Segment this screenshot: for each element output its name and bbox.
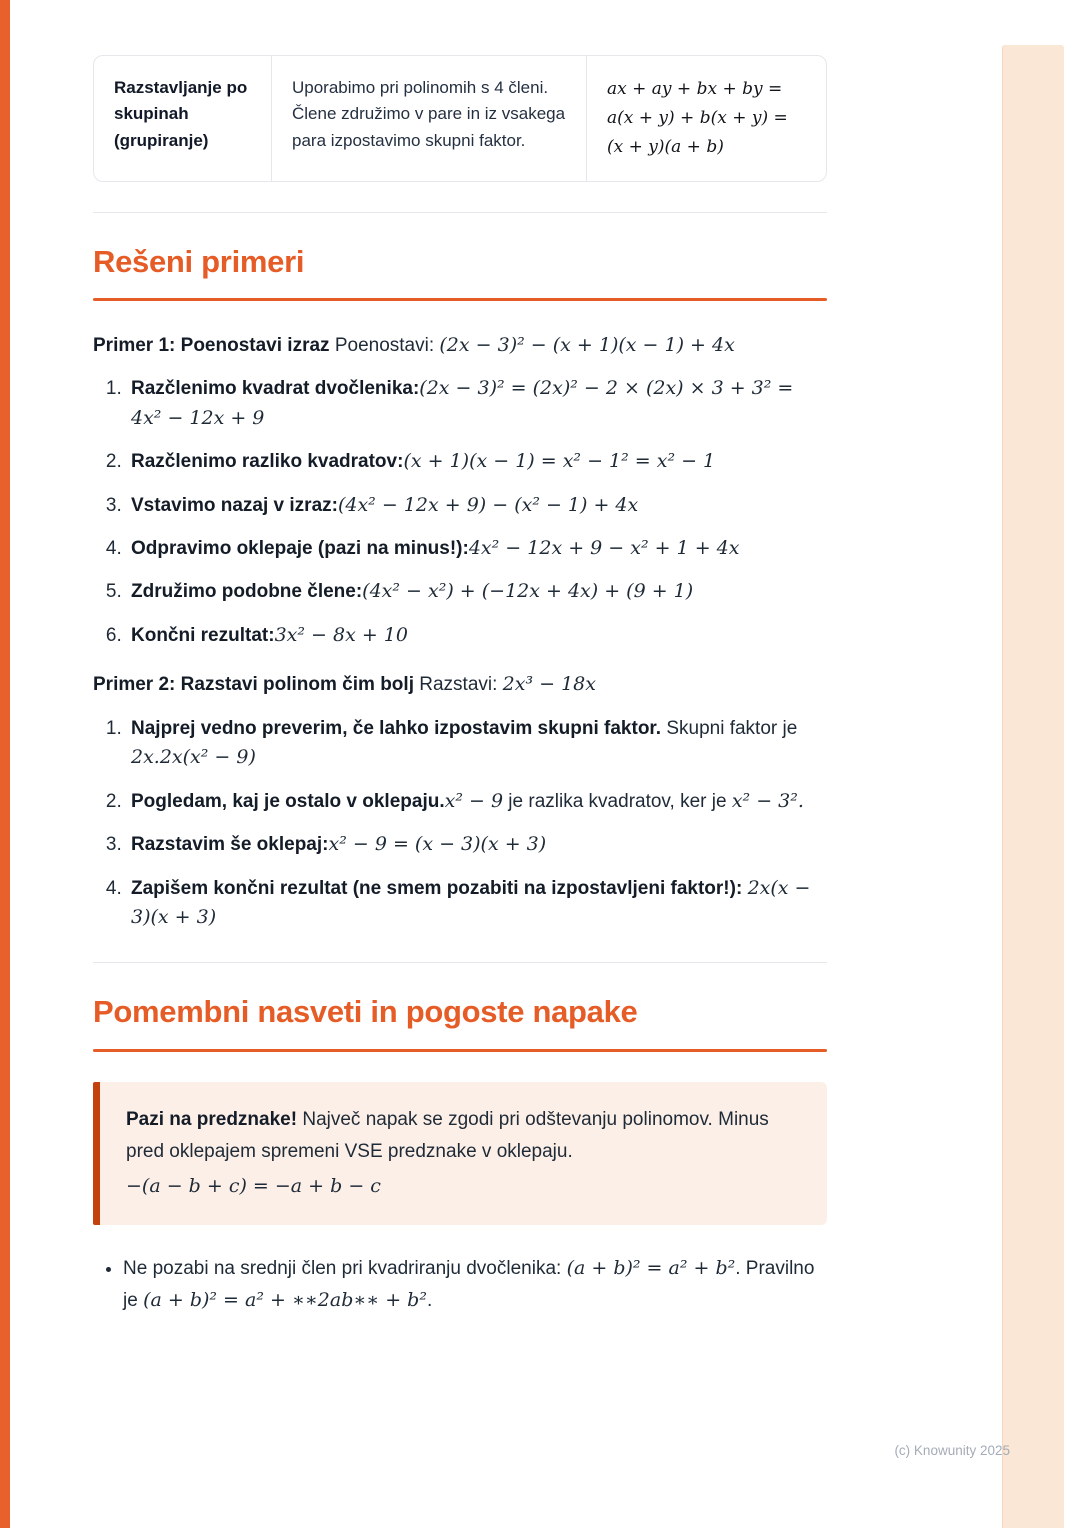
step-math: (4x² − 12x + 9) − (x² − 1) + 4x: [337, 493, 639, 516]
step-label: Končni rezultat:: [131, 624, 275, 646]
table-cell-formula: [587, 56, 826, 181]
step-text: Skupni faktor je: [661, 717, 798, 739]
example1-steps-list: [93, 374, 827, 650]
example2-task-label: Razstavi:: [413, 674, 503, 696]
step-label: Razčlenimo kvadrat dvočlenika:: [131, 378, 420, 400]
step-item: [127, 714, 827, 773]
step-label: Odpravimo oklepaje (pazi na minus!):: [131, 538, 469, 560]
right-side-band: [1002, 45, 1064, 1528]
step-item: [127, 491, 827, 520]
step-math: (4x² − x²) + (−12x + 4x) + (9 + 1): [362, 580, 694, 603]
callout-bold: Pazi na predznake!: [126, 1108, 298, 1130]
step-math: (2x − 3)² = (2x)² − 2 × (2x) × 3 + 3² = 4x² − 12x + 9: [131, 377, 794, 429]
step-math: 4x² − 12x + 9 − x² + 1 + 4x: [468, 537, 740, 560]
formula-line: ax + ay + bx + by =: [607, 79, 783, 99]
tip-text: . Pravilno je: [123, 1258, 815, 1311]
warning-callout: [93, 1082, 827, 1226]
definition-table: [93, 55, 827, 182]
example2-steps-list: [93, 714, 827, 933]
step-math: 2x.2x(x² − 9): [131, 746, 256, 769]
step-math: 2x(x − 3)(x + 3): [131, 876, 811, 928]
step-label: Razčlenimo razliko kvadratov:: [131, 451, 404, 473]
tip-math: (a + b)² = a² + ∗∗2ab∗∗ + b²: [143, 1288, 427, 1311]
step-math: x² − 3².: [731, 789, 804, 812]
step-label: Najprej vedno preverim, če lahko izpostavim skupni faktor.: [131, 717, 662, 739]
content-divider: [93, 962, 827, 963]
content-divider: [93, 212, 827, 213]
callout-text: [126, 1104, 801, 1168]
table-cell-description: Uporabimo pri polinomih s 4 členi. Člene združimo v pare in iz vsakega para izpostavimo skupni faktor.: [272, 56, 587, 181]
example1-task-math: (2x − 3)² − (x + 1)(x − 1) + 4x: [439, 333, 735, 356]
step-text: je razlika kvadratov, ker je: [503, 790, 732, 812]
step-label: Razstavim še oklepaj:: [131, 834, 329, 856]
step-label: Vstavimo nazaj v izraz:: [131, 494, 338, 516]
example1-task-label: Poenostavi:: [329, 334, 440, 356]
example1-label: Primer 1: Poenostavi izraz: [93, 334, 330, 356]
step-item: [127, 534, 827, 563]
example1-heading: [93, 331, 827, 360]
example2-heading: [93, 670, 827, 699]
tip-text: .: [426, 1289, 433, 1311]
formula-line: a(x + y) + b(x + y) =: [607, 107, 788, 128]
step-math: x² − 9: [444, 789, 504, 812]
callout-body: Največ napak se zgodi pri odštevanju polinomov. Minus pred oklepajem spremeni VSE predznake v oklepaju.: [126, 1108, 769, 1162]
page-content: [93, 55, 827, 1328]
step-item: [127, 577, 827, 606]
example2-task-math: 2x³ − 18x: [502, 673, 596, 696]
section-rule: [93, 298, 827, 301]
section-title-tips: Pomembni nasveti in pogoste napake: [93, 994, 638, 1030]
step-item: [127, 830, 827, 859]
tips-list: [93, 1253, 827, 1316]
step-item: [127, 874, 827, 933]
tip-text: Ne pozabi na srednji člen pri kvadriranju dvočlenika:: [123, 1258, 567, 1280]
section-rule: [93, 1049, 827, 1052]
formula-line: (x + y)(a + b): [607, 136, 724, 157]
step-math: (x + 1)(x − 1) = x² − 1² = x² − 1: [403, 450, 716, 473]
step-item: [127, 447, 827, 476]
example2-label: Primer 2: Razstavi polinom čim bolj: [93, 674, 414, 696]
callout-math: −(a − b + c) = −a + b − c: [126, 1175, 381, 1198]
step-math: 3x² − 8x + 10: [274, 623, 408, 646]
section-title-solved-examples: Rešeni primeri: [93, 243, 305, 279]
step-item: [127, 787, 827, 816]
left-accent-bar: [0, 0, 10, 1528]
step-label: Pogledam, kaj je ostalo v oklepaju.: [131, 790, 445, 812]
step-math: x² − 9 = (x − 3)(x + 3): [328, 833, 547, 856]
tip-math: (a + b)² = a² + b²: [566, 1257, 736, 1280]
footer-credit: (c) Knowunity 2025: [894, 1443, 1010, 1458]
step-label: Združimo podobne člene:: [131, 581, 363, 603]
step-item: [127, 621, 827, 650]
tip-item: [123, 1253, 827, 1316]
step-item: [127, 374, 827, 433]
table-cell-term: Razstavljanje po skupinah (grupiranje): [94, 56, 272, 181]
step-label: Zapišem končni rezultat (ne smem pozabiti na izpostavljeni faktor!):: [131, 877, 748, 899]
